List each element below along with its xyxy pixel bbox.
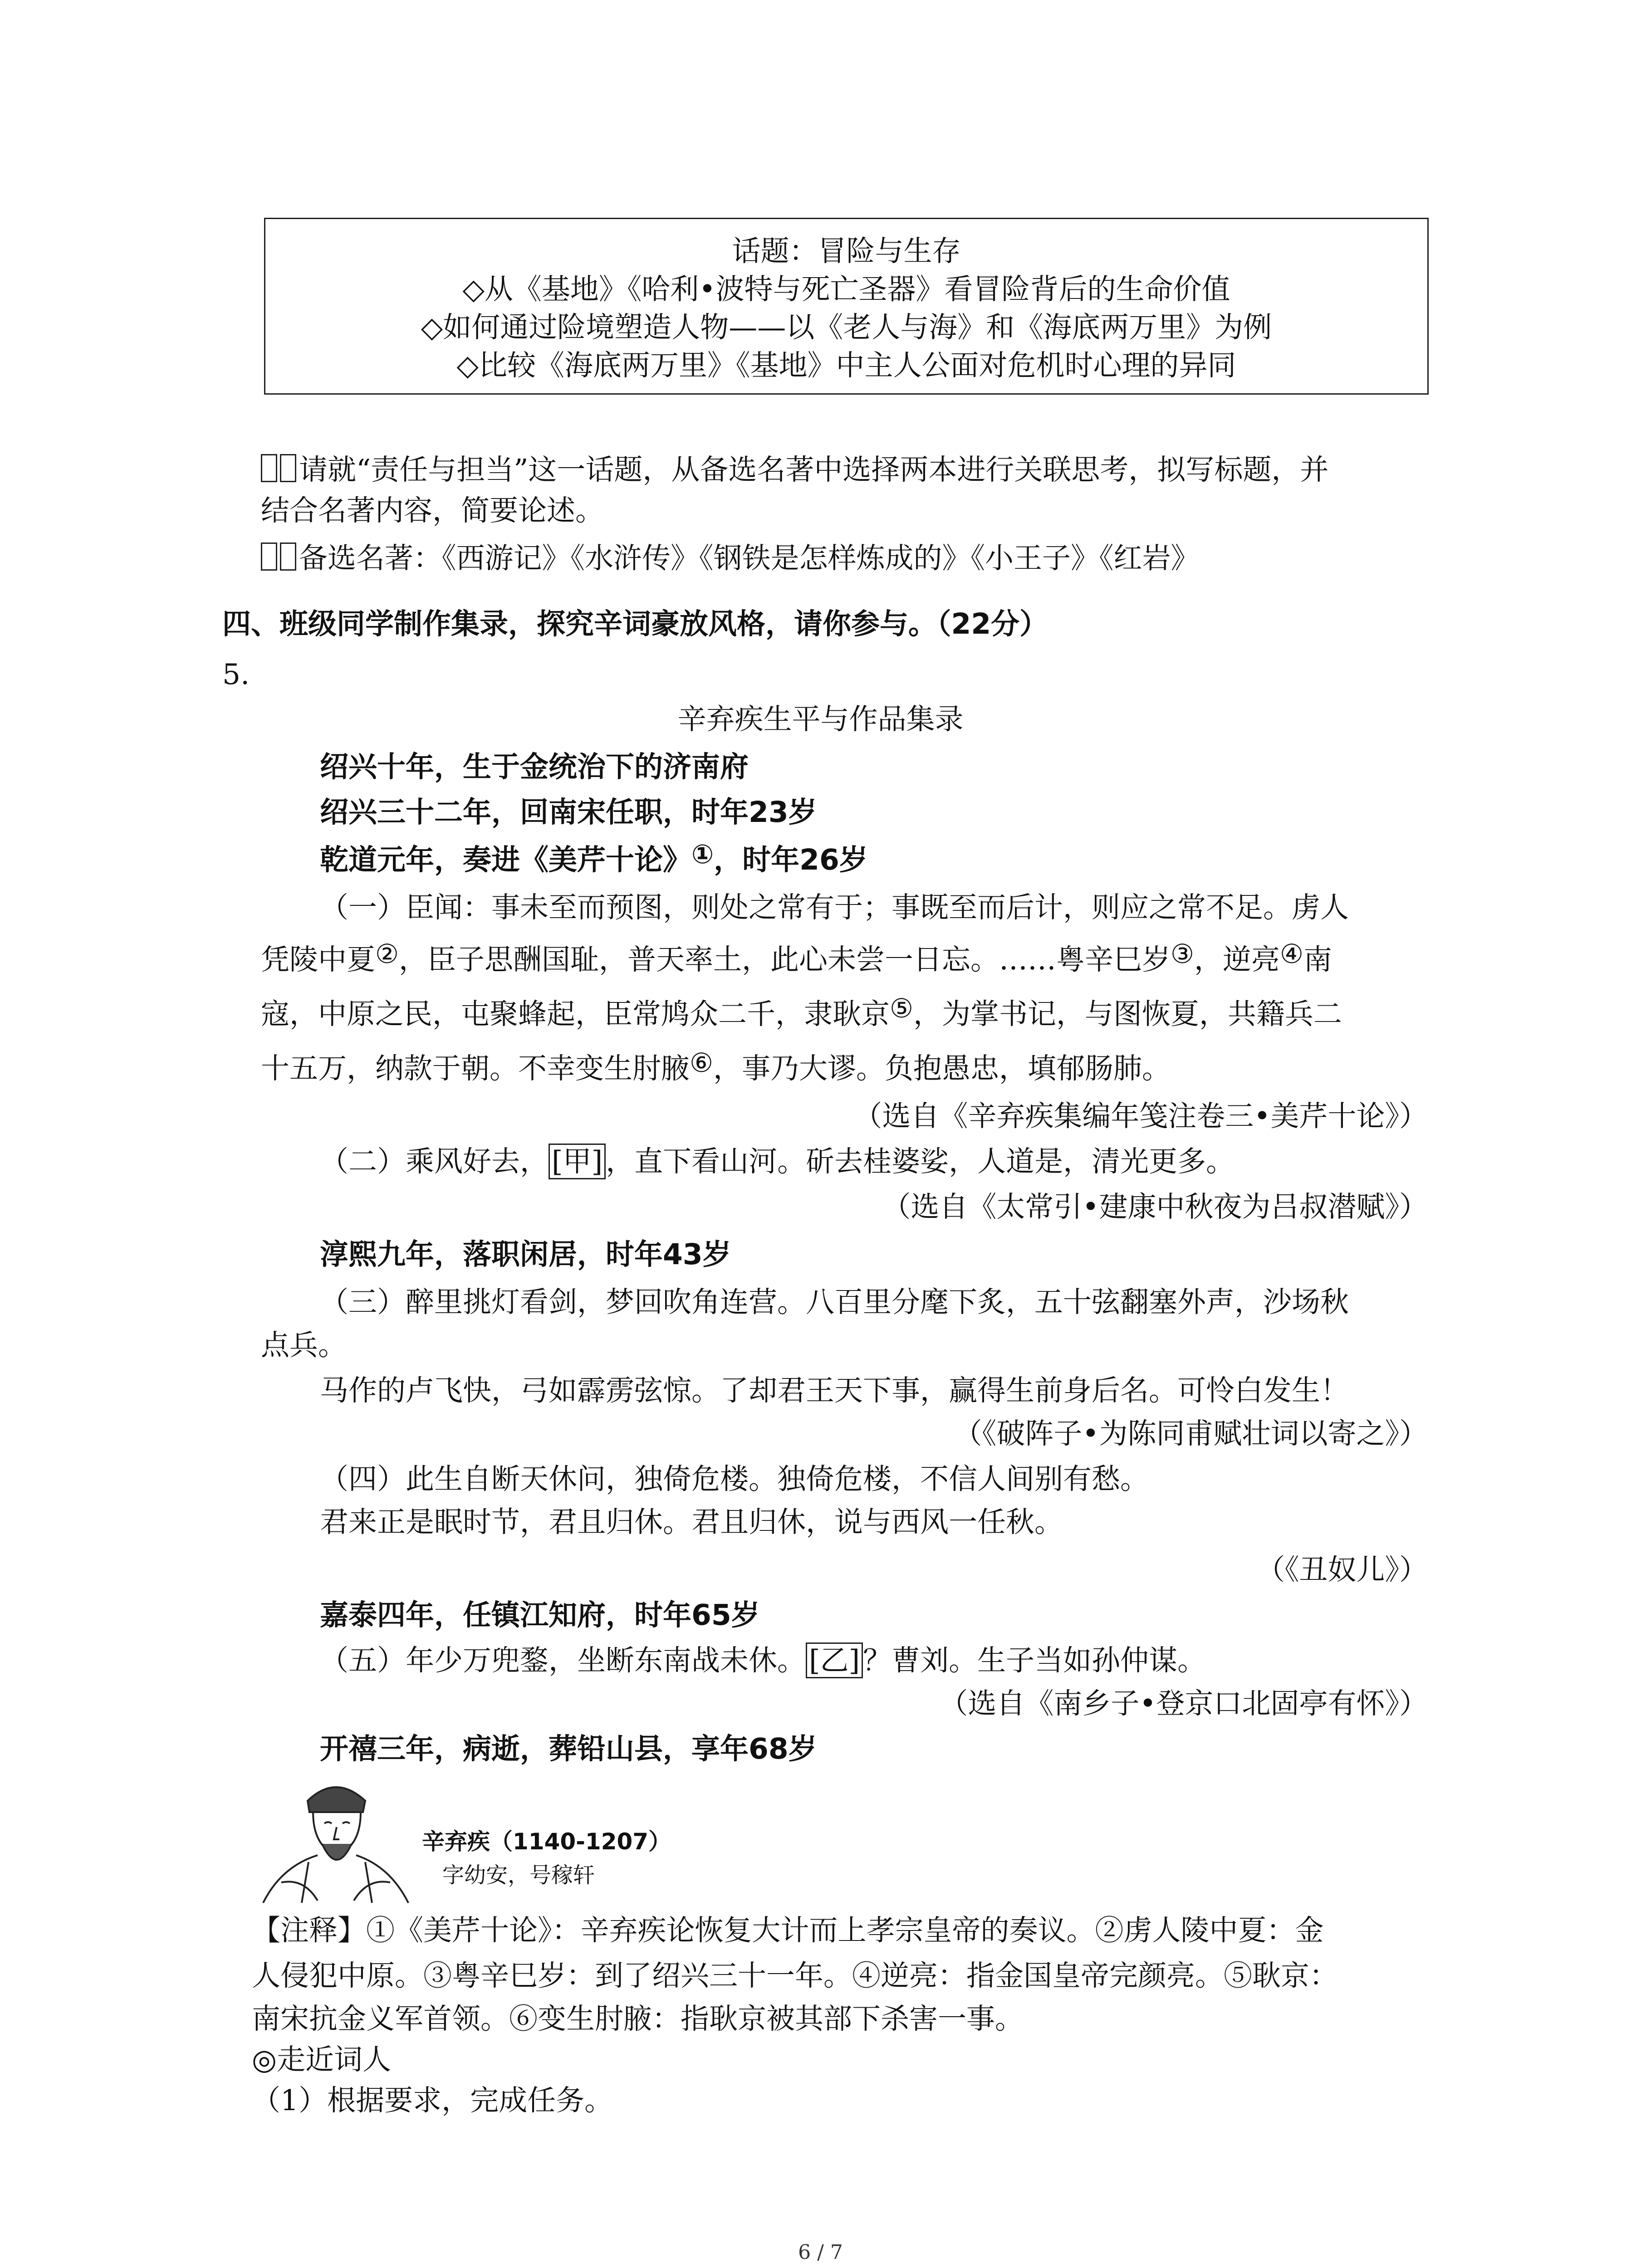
- portrait-caption-name: 辛弃疾（1140-1207）: [422, 1828, 671, 1855]
- passage-1-line-2: 凭陵中夏②，臣子思酬国耻，普天率土，此心未尝一日忘。……粤辛巳岁③，逆亮④南: [261, 938, 1332, 976]
- portrait-image: [254, 1769, 417, 1905]
- bio-4: 淳熙九年，落职闲居，时年43岁: [320, 1238, 731, 1271]
- passage-1-source: （选自《辛弃疾集编年笺注卷三•美芹十论》）: [853, 1100, 1428, 1133]
- page-number: 6 / 7: [798, 2241, 843, 2264]
- topic-title: 话题：冒险与生存: [732, 235, 961, 268]
- missing-glyph-icon: [280, 454, 296, 482]
- section-4-heading: 四、班级同学制作集录，探究辛词豪放风格，请你参与。（22分）: [222, 607, 1048, 640]
- passage-2: （二）乘风好去， [甲] ，直下看山河。斫去桂婆娑，人道是，清光更多。: [320, 1139, 1234, 1180]
- passage-1-line-1: （一）臣闻：事未至而预图，则处之常有于；事既至而后计，则应之常不足。虏人: [320, 891, 1349, 924]
- task-line-3: 备选名著：《西游记》《水浒传》《钢铁是怎样炼成的》《小王子》《红岩》: [261, 535, 1200, 577]
- passage-1-line-3: 寇，中原之民，屯聚蜂起，臣常鸠众二千，隶耿京⑤，为掌书记，与图恢夏，共籍兵二: [261, 993, 1342, 1031]
- passage-3-line-3: 马作的卢飞快，弓如霹雳弦惊。了却君王天下事，赢得生前身后名。可怜白发生！: [320, 1374, 1349, 1407]
- bio-1: 绍兴十年，生于金统治下的济南府: [320, 750, 749, 783]
- bio-2: 绍兴三十二年，回南宋任职，时年23岁: [320, 796, 817, 829]
- topic-item-3: ◇比较《海底两万里》《基地》中主人公面对危机时心理的异同: [456, 349, 1236, 382]
- task-line-2: 结合名著内容，简要论述。: [261, 494, 604, 527]
- subheading-walk-into-poet: ◎走近词人: [252, 2043, 391, 2076]
- notes-line-3: 南宋抗金义军首领。⑥变生肘腋：指耿京被其部下杀害一事。: [252, 2002, 1024, 2035]
- topic-item-1: ◇从《基地》《哈利•波特与死亡圣器》看冒险背后的生命价值: [462, 273, 1230, 306]
- bio-5: 嘉泰四年，任镇江知府，时年65岁: [320, 1598, 760, 1632]
- blank-yi: [乙]: [806, 1642, 863, 1678]
- passage-4-source: （《丑奴儿》）: [1256, 1553, 1428, 1586]
- passage-5: （五）年少万兜鍪，坐断东南战未休。 [乙] ？曹刘。生子当如孙仲谋。: [320, 1637, 1206, 1679]
- passage-2-source: （选自《太常引•建康中秋夜为吕叔潜赋》）: [882, 1190, 1428, 1223]
- missing-glyph-icon: [280, 543, 296, 571]
- passage-5-source: （选自《南乡子•登京口北固亭有怀》）: [939, 1687, 1428, 1720]
- passage-4-line-1: （四）此生自断天休问，独倚危楼。独倚危楼，不信人间别有愁。: [320, 1462, 1149, 1496]
- passage-3-source: （《破阵子•为陈同甫赋壮词以寄之》）: [953, 1417, 1428, 1450]
- portrait-caption-style: 字幼安，号稼轩: [442, 1862, 595, 1888]
- blank-jia: [甲]: [549, 1144, 606, 1179]
- passage-3-line-2: 点兵。: [261, 1329, 347, 1362]
- topic-item-2: ◇如何通过险境塑造人物——以《老人与海》和《海底两万里》为例: [421, 311, 1272, 344]
- sub-question-1: （1）根据要求，完成任务。: [252, 2084, 613, 2117]
- bio-6: 开禧三年，病逝，葬铅山县，享年68岁: [320, 1732, 817, 1765]
- notes-line-1: 【注释】①《美芹十论》：辛弃疾论恢复大计而上孝宗皇帝的奏议。②虏人陵中夏：金: [252, 1914, 1324, 1947]
- notes-line-2: 人侵犯中原。③粤辛巳岁：到了绍兴三十一年。④逆亮：指金国皇帝完颜亮。⑤耿京：: [252, 1959, 1338, 1992]
- question-number: 5.: [222, 658, 250, 691]
- portrait-illustration-icon: [254, 1769, 417, 1905]
- collection-title: 辛弃疾生平与作品集录: [677, 703, 964, 736]
- missing-glyph-icon: [261, 454, 277, 482]
- bio-3: 乾道元年，奏进《美芹十论》①，时年26岁: [320, 839, 868, 876]
- passage-4-line-2: 君来正是眠时节，君且归休。君且归休，说与西风一任秋。: [320, 1505, 1063, 1539]
- passage-1-line-4: 十五万，纳款于朝。不幸变生肘腋⑥，事乃大谬。负抱愚忠，填郁肠肺。: [261, 1047, 1171, 1085]
- passage-3-line-1: （三）醉里挑灯看剑，梦回吹角连营。八百里分麾下炙，五十弦翻塞外声，沙场秋: [320, 1286, 1349, 1319]
- missing-glyph-icon: [261, 543, 277, 571]
- topic-box: [264, 218, 1429, 395]
- task-line-1: 请就“责任与担当”这一话题，从备选名著中选择两本进行关联思考，拟写标题，并: [261, 447, 1328, 488]
